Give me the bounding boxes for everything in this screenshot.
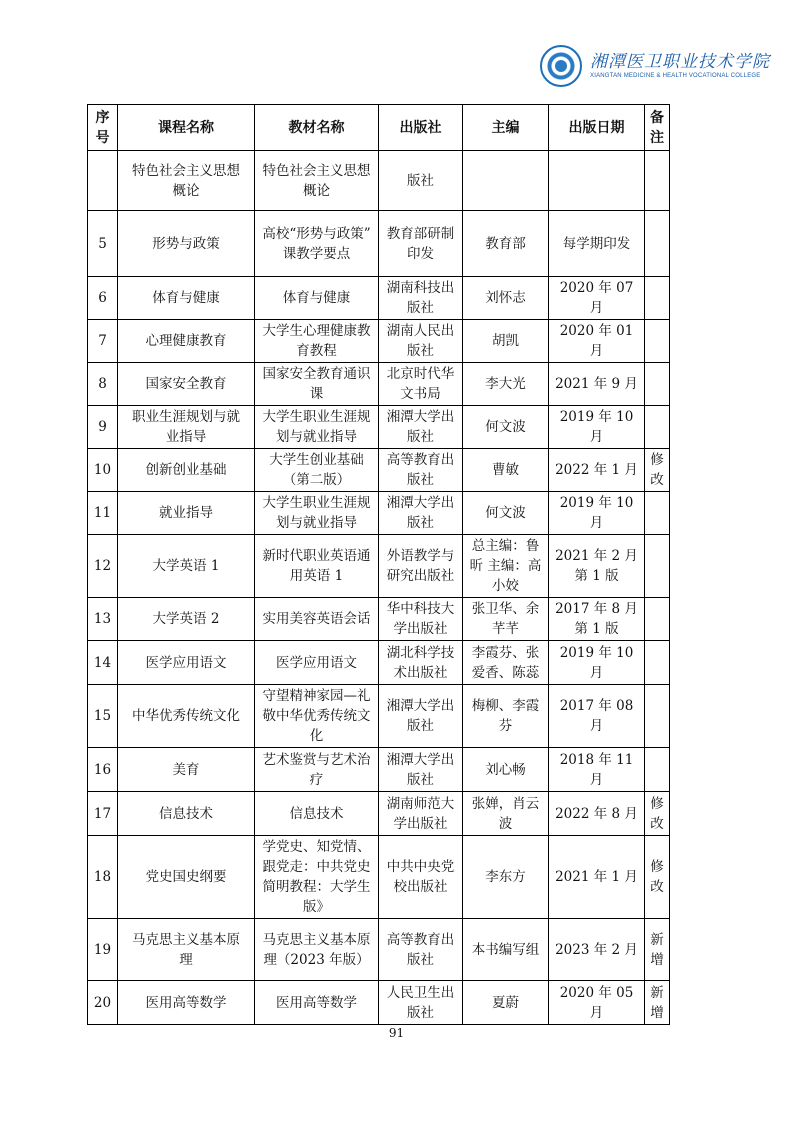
table-header-row — [88, 105, 670, 151]
cell-index: 7 — [88, 320, 118, 363]
cell-editor: 张卫华、余 芊芊 — [463, 598, 549, 641]
cell-editor: 李大光 — [463, 363, 549, 406]
cell-course-name: 大学英语 1 — [118, 535, 255, 598]
cell-textbook-name: 艺术鉴赏与艺术治 疗 — [255, 748, 379, 792]
cell-index: 16 — [88, 748, 118, 792]
cell-publisher: 高等教育出 版社 — [379, 919, 463, 981]
cell-editor: 总主编：鲁 昕 主编：高 小姣 — [463, 535, 549, 598]
table-row — [88, 211, 670, 277]
cell-textbook-name: 大学生创业基础 （第二版） — [255, 449, 379, 492]
cell-textbook-name: 守望精神家园—礼 敬中华优秀传统文 化 — [255, 685, 379, 748]
cell-publish-date: 2020 年 01 月 — [549, 320, 645, 363]
table-row — [88, 449, 670, 492]
cell-publish-date: 2019 年 10 月 — [549, 641, 645, 685]
cell-course-name: 体育与健康 — [118, 277, 255, 320]
table-row — [88, 792, 670, 836]
cell-publish-date: 2019 年 10 月 — [549, 492, 645, 535]
table-row — [88, 535, 670, 598]
cell-textbook-name: 特色社会主义思想 概论 — [255, 151, 379, 211]
cell-textbook-name: 新时代职业英语通 用英语 1 — [255, 535, 379, 598]
course-textbook-table — [87, 104, 670, 1025]
cell-remarks — [645, 748, 670, 792]
cell-publisher: 人民卫生出 版社 — [379, 981, 463, 1025]
cell-index: 15 — [88, 685, 118, 748]
cell-index: 13 — [88, 598, 118, 641]
cell-publisher: 湖南师范大 学出版社 — [379, 792, 463, 836]
cell-index — [88, 151, 118, 211]
cell-remarks — [645, 151, 670, 211]
cell-course-name: 医学应用语文 — [118, 641, 255, 685]
cell-index: 9 — [88, 406, 118, 449]
table-row — [88, 836, 670, 919]
cell-publish-date: 2021 年 9 月 — [549, 363, 645, 406]
table-row — [88, 151, 670, 211]
cell-course-name: 就业指导 — [118, 492, 255, 535]
table-row — [88, 685, 670, 748]
cell-publisher: 湘潭大学出 版社 — [379, 748, 463, 792]
logo-english-name: XIANGTAN MEDICINE & HEALTH VOCATIONAL COLLEGE — [590, 73, 761, 79]
table-row — [88, 363, 670, 406]
cell-remarks: 新 增 — [645, 919, 670, 981]
page-number: 91 — [388, 1026, 405, 1040]
cell-publish-date: 2021 年 2 月 第 1 版 — [549, 535, 645, 598]
cell-publish-date: 2020 年 07 月 — [549, 277, 645, 320]
cell-course-name: 马克思主义基本原 理 — [118, 919, 255, 981]
cell-publish-date: 2017 年 08 月 — [549, 685, 645, 748]
cell-textbook-name: 大学生心理健康教 育教程 — [255, 320, 379, 363]
cell-publish-date — [549, 151, 645, 211]
cell-remarks — [645, 598, 670, 641]
college-seal-icon — [540, 45, 582, 87]
cell-publisher: 中共中央党 校出版社 — [379, 836, 463, 919]
cell-textbook-name: 大学生职业生涯规 划与就业指导 — [255, 492, 379, 535]
cell-editor: 张婵，肖云 波 — [463, 792, 549, 836]
cell-editor: 夏蔚 — [463, 981, 549, 1025]
cell-publisher: 北京时代华 文书局 — [379, 363, 463, 406]
cell-remarks — [645, 641, 670, 685]
cell-editor: 胡凯 — [463, 320, 549, 363]
cell-textbook-name: 医用高等数学 — [255, 981, 379, 1025]
cell-publish-date: 2019 年 10 月 — [549, 406, 645, 449]
cell-textbook-name: 信息技术 — [255, 792, 379, 836]
cell-publish-date: 2020 年 05 月 — [549, 981, 645, 1025]
table-row — [88, 406, 670, 449]
cell-editor: 何文波 — [463, 406, 549, 449]
cell-remarks — [645, 535, 670, 598]
header-course-name: 课程名称 — [118, 105, 255, 151]
header-remarks: 备 注 — [645, 105, 670, 151]
header-index: 序 号 — [88, 105, 118, 151]
cell-course-name: 医用高等数学 — [118, 981, 255, 1025]
cell-remarks — [645, 363, 670, 406]
cell-index: 10 — [88, 449, 118, 492]
header-publisher: 出版社 — [379, 105, 463, 151]
cell-publisher: 湖南科技出 版社 — [379, 277, 463, 320]
cell-publish-date: 每学期印发 — [549, 211, 645, 277]
cell-publisher: 教育部研制 印发 — [379, 211, 463, 277]
cell-publisher: 版社 — [379, 151, 463, 211]
cell-remarks: 修 改 — [645, 449, 670, 492]
cell-course-name: 党史国史纲要 — [118, 836, 255, 919]
cell-publisher: 华中科技大 学出版社 — [379, 598, 463, 641]
cell-remarks — [645, 492, 670, 535]
cell-course-name: 形势与政策 — [118, 211, 255, 277]
cell-remarks — [645, 320, 670, 363]
cell-textbook-name: 马克思主义基本原 理（2023 年版） — [255, 919, 379, 981]
cell-publisher: 外语教学与 研究出版社 — [379, 535, 463, 598]
cell-remarks: 新 增 — [645, 981, 670, 1025]
cell-editor: 曹敏 — [463, 449, 549, 492]
table-row — [88, 981, 670, 1025]
cell-remarks: 修 改 — [645, 792, 670, 836]
cell-publisher: 湘潭大学出 版社 — [379, 492, 463, 535]
cell-remarks — [645, 685, 670, 748]
cell-publisher: 湘潭大学出 版社 — [379, 685, 463, 748]
cell-editor: 教育部 — [463, 211, 549, 277]
cell-publish-date: 2022 年 1 月 — [549, 449, 645, 492]
cell-index: 17 — [88, 792, 118, 836]
cell-textbook-name: 大学生职业生涯规 划与就业指导 — [255, 406, 379, 449]
cell-index: 5 — [88, 211, 118, 277]
cell-course-name: 中华优秀传统文化 — [118, 685, 255, 748]
cell-textbook-name: 高校“形势与政策” 课教学要点 — [255, 211, 379, 277]
cell-remarks: 修 改 — [645, 836, 670, 919]
header-editor: 主编 — [463, 105, 549, 151]
cell-index: 19 — [88, 919, 118, 981]
table-row — [88, 492, 670, 535]
cell-textbook-name: 学党史、知党情、 跟党走：中共党史 简明教程：大学生 版》 — [255, 836, 379, 919]
cell-publish-date: 2021 年 1 月 — [549, 836, 645, 919]
cell-course-name: 信息技术 — [118, 792, 255, 836]
table-row — [88, 748, 670, 792]
logo-chinese-name: 湘潭医卫职业技术学院 — [590, 52, 770, 72]
cell-publisher: 湘潭大学出 版社 — [379, 406, 463, 449]
cell-publish-date: 2018 年 11 月 — [549, 748, 645, 792]
cell-course-name: 创新创业基础 — [118, 449, 255, 492]
cell-textbook-name: 体育与健康 — [255, 277, 379, 320]
cell-textbook-name: 国家安全教育通识 课 — [255, 363, 379, 406]
cell-publish-date: 2022 年 8 月 — [549, 792, 645, 836]
cell-publisher: 高等教育出 版社 — [379, 449, 463, 492]
cell-index: 6 — [88, 277, 118, 320]
cell-editor: 李东方 — [463, 836, 549, 919]
cell-index: 18 — [88, 836, 118, 919]
header-textbook-name: 教材名称 — [255, 105, 379, 151]
cell-editor: 李霞芬、张 爱香、陈蕊 — [463, 641, 549, 685]
cell-textbook-name: 医学应用语文 — [255, 641, 379, 685]
cell-publish-date: 2023 年 2 月 — [549, 919, 645, 981]
cell-course-name: 美育 — [118, 748, 255, 792]
cell-editor: 刘心畅 — [463, 748, 549, 792]
cell-index: 20 — [88, 981, 118, 1025]
cell-course-name: 特色社会主义思想 概论 — [118, 151, 255, 211]
table-row — [88, 598, 670, 641]
cell-course-name: 职业生涯规划与就 业指导 — [118, 406, 255, 449]
cell-editor: 本书编写组 — [463, 919, 549, 981]
college-logo — [540, 43, 770, 89]
cell-publish-date: 2017 年 8 月 第 1 版 — [549, 598, 645, 641]
cell-remarks — [645, 406, 670, 449]
cell-remarks — [645, 211, 670, 277]
table-row — [88, 277, 670, 320]
cell-publisher: 湖南人民出 版社 — [379, 320, 463, 363]
cell-textbook-name: 实用美容英语会话 — [255, 598, 379, 641]
table-row — [88, 641, 670, 685]
cell-index: 12 — [88, 535, 118, 598]
cell-index: 14 — [88, 641, 118, 685]
cell-remarks — [645, 277, 670, 320]
header-publish-date: 出版日期 — [549, 105, 645, 151]
cell-editor: 何文波 — [463, 492, 549, 535]
cell-editor: 刘怀志 — [463, 277, 549, 320]
cell-course-name: 大学英语 2 — [118, 598, 255, 641]
cell-editor: 梅柳、李霞 芬 — [463, 685, 549, 748]
cell-publisher: 湖北科学技 术出版社 — [379, 641, 463, 685]
table-row — [88, 320, 670, 363]
cell-editor — [463, 151, 549, 211]
cell-course-name: 国家安全教育 — [118, 363, 255, 406]
cell-course-name: 心理健康教育 — [118, 320, 255, 363]
table-row — [88, 919, 670, 981]
cell-index: 11 — [88, 492, 118, 535]
cell-index: 8 — [88, 363, 118, 406]
